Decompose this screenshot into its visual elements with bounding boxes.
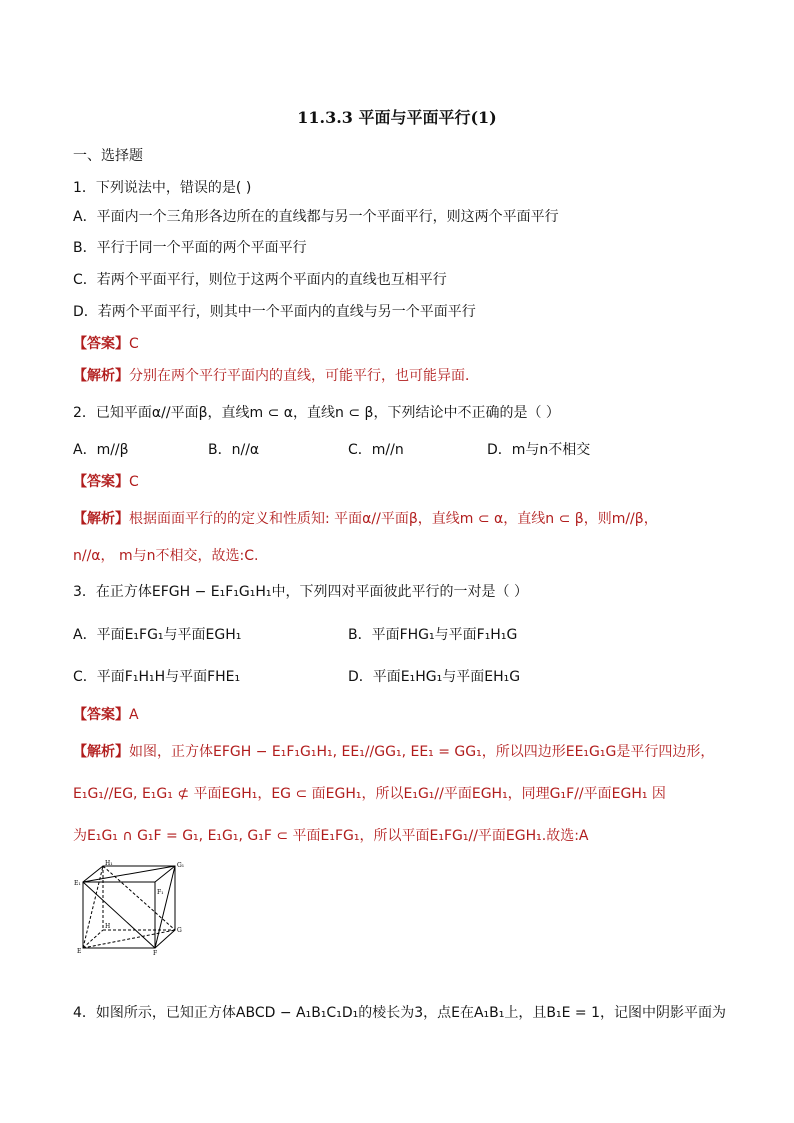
- analysis-text: 如图，正方体EFGH − E₁F₁G₁H₁, EE₁//GG₁, EE₁ = GG₁，所以四边形EE₁G₁G是平行四边形，: [129, 744, 715, 760]
- answer-value: A: [129, 707, 139, 723]
- diagonal: [103, 866, 175, 930]
- q3-stem: 3．在正方体EFGH − E₁F₁G₁H₁中，下列四对平面彼此平行的一对是（ ）: [73, 584, 528, 600]
- q2-option-d: D．m与n不相交: [487, 442, 591, 458]
- analysis-text: 根据面面平行的的定义和性质知: 平面α//平面β，直线m ⊂ α，直线n ⊂ β，则m//β，: [129, 511, 658, 527]
- edge: [83, 930, 103, 948]
- edge: [155, 930, 175, 948]
- q1-option-c: C．若两个平面平行，则位于这两个平面内的直线也互相平行: [73, 272, 447, 288]
- q2-answer: [73, 472, 139, 492]
- q2-analysis-line1: [73, 509, 658, 529]
- q2-option-c: C．m//n: [348, 442, 404, 458]
- analysis-tag: 【解析】: [73, 511, 129, 527]
- vertex-label: F₁: [157, 889, 164, 896]
- q3-analysis-line1: [73, 742, 714, 762]
- q3-option-c: C．平面F₁H₁H与平面FHE₁: [73, 669, 241, 685]
- diagonal: [83, 866, 103, 948]
- q1-option-a: A．平面内一个三角形各边所在的直线都与另一个平面平行，则这两个平面平行: [73, 209, 559, 225]
- analysis-tag: 【解析】: [73, 368, 129, 384]
- q3-option-b: B．平面FHG₁与平面F₁H₁G: [348, 627, 518, 643]
- q2-stem: 2．已知平面α//平面β，直线m ⊂ α，直线n ⊂ β，下列结论中不正确的是（ ）: [73, 405, 560, 421]
- vertex-label: F: [153, 950, 158, 955]
- answer-tag: 【答案】: [73, 336, 129, 352]
- q3-option-d: D．平面E₁HG₁与平面EH₁G: [348, 669, 521, 685]
- answer-tag: 【答案】: [73, 707, 129, 723]
- q2-analysis-line2: n//α， m与n不相交，故选:C.: [73, 548, 259, 564]
- vertex-label: G: [177, 927, 182, 934]
- q3-analysis-line3: 为E₁G₁ ∩ G₁F = G₁, E₁G₁, G₁F ⊂ 平面E₁FG₁，所以平面E₁FG₁//平面EGH₁.故选:A: [73, 828, 589, 844]
- q3-option-a: A．平面E₁FG₁与平面EGH₁: [73, 627, 242, 643]
- diagonal: [83, 882, 155, 948]
- q1-answer: [73, 334, 139, 354]
- q4-stem: 4．如图所示，已知正方体ABCD − A₁B₁C₁D₁的棱长为3，点E在A₁B₁上，且B₁E = 1，记图中阴影平面为: [73, 1005, 726, 1021]
- q2-option-a: A．m//β: [73, 442, 129, 458]
- cube-figure: [73, 860, 188, 955]
- analysis-tag: 【解析】: [73, 744, 129, 760]
- q2-option-b: B．n//α: [208, 442, 260, 458]
- q1-analysis: [73, 366, 479, 386]
- q3-answer: [73, 705, 139, 725]
- vertex-label: H: [105, 923, 111, 930]
- vertex-label: E: [77, 948, 82, 955]
- q1-option-d: D．若两个平面平行，则其中一个平面内的直线与另一个平面平行: [73, 304, 476, 320]
- vertex-label: G₁: [177, 862, 185, 869]
- diagonal: [83, 930, 175, 948]
- vertex-label: E₁: [74, 880, 81, 887]
- page-title: 11.3.3 平面与平面平行(1): [297, 108, 497, 127]
- diagonal: [83, 866, 175, 882]
- answer-value: C: [129, 474, 139, 490]
- analysis-text: 分别在两个平行平面内的直线，可能平行，也可能异面．: [129, 368, 479, 384]
- section-heading: 一、选择题: [73, 148, 143, 164]
- q1-stem: 1．下列说法中，错误的是( ): [73, 180, 252, 196]
- vertex-label: H₁: [105, 860, 113, 867]
- q3-analysis-line2: E₁G₁//EG, E₁G₁ ⊄ 平面EGH₁，EG ⊂ 面EGH₁，所以E₁G₁//平面EGH₁，同理G₁F//平面EGH₁ 因: [73, 786, 666, 802]
- answer-tag: 【答案】: [73, 474, 129, 490]
- diagonal: [155, 866, 175, 948]
- q1-option-b: B．平行于同一个平面的两个平面平行: [73, 240, 307, 256]
- answer-value: C: [129, 336, 139, 352]
